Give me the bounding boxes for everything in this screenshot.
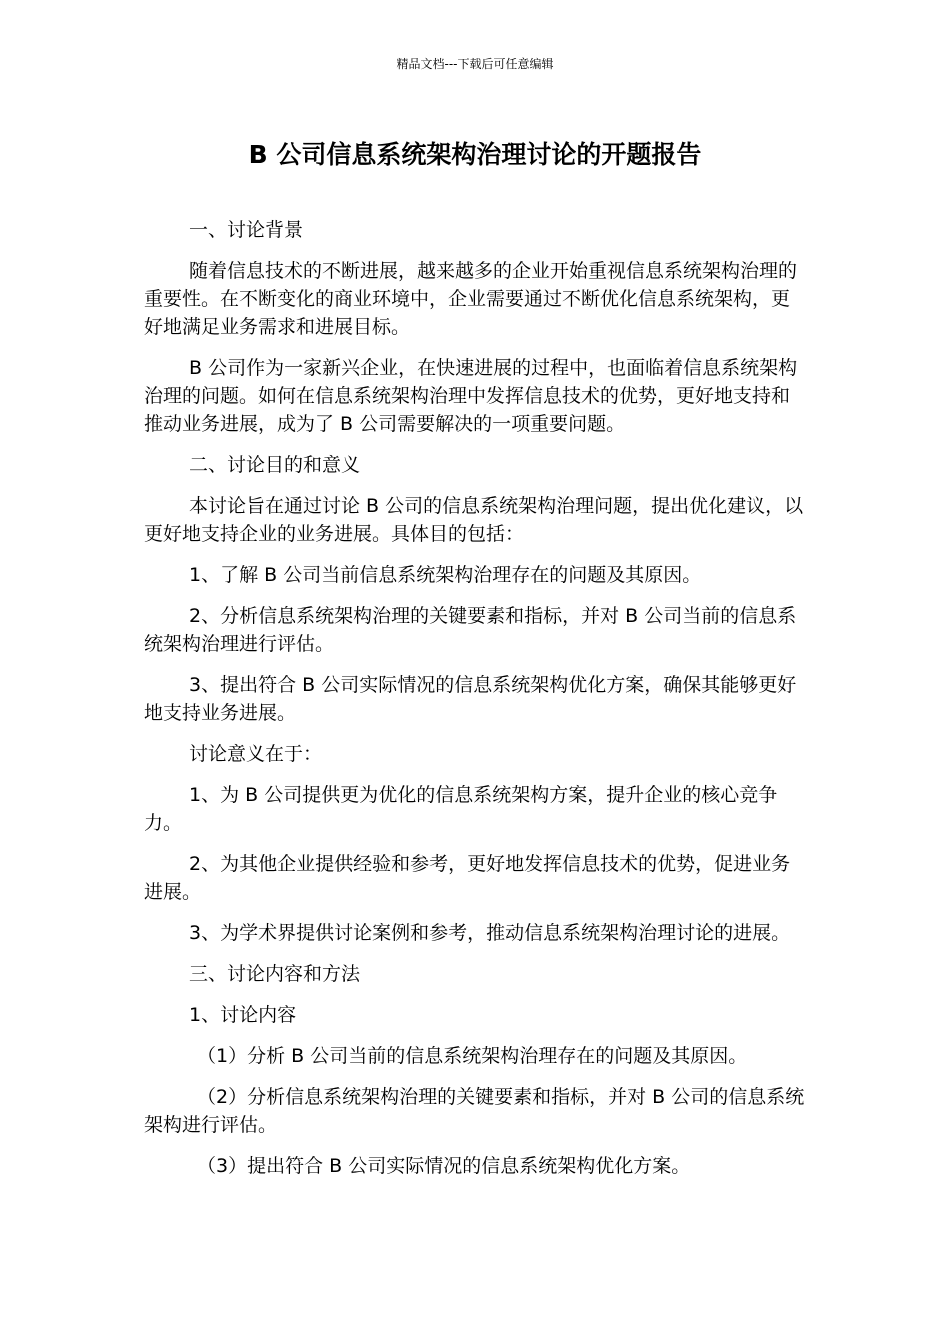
list-item-purpose-3: 3、提出符合 B 公司实际情况的信息系统架构优化方案，确保其能够更好地支持业务进展。: [144, 674, 797, 724]
paragraph-background-2: B 公司作为一家新兴企业，在快速进展的过程中，也面临着信息系统架构治理的问题。如何在信息系统架构治理中发挥信息技术的优势，更好地支持和推动业务进展，成为了 B 公司需要解决的一项重要问题。: [144, 357, 798, 435]
list-item-significance-1: 1、为 B 公司提供更为优化的信息系统架构方案，提升企业的核心竞争力。: [144, 784, 778, 834]
list-item-content-1: （1）分析 B 公司当前的信息系统架构治理存在的问题及其原因。: [197, 1045, 748, 1067]
subsection-heading-content: 1、讨论内容: [189, 1004, 297, 1026]
list-item-purpose-2: 2、分析信息系统架构治理的关键要素和指标，并对 B 公司当前的信息系统架构治理进行评估。: [144, 605, 797, 655]
list-item-significance-2: 2、为其他企业提供经验和参考，更好地发挥信息技术的优势，促进业务进展。: [144, 853, 791, 903]
page-header: 精品文档---下载后可任意编辑: [396, 57, 554, 71]
paragraph-background-1: 随着信息技术的不断进展，越来越多的企业开始重视信息系统架构治理的重要性。在不断变化的商业环境中，企业需要通过不断优化信息系统架构，更好地满足业务需求和进展目标。: [144, 260, 798, 338]
paragraph-purpose-intro: 本讨论旨在通过讨论 B 公司的信息系统架构治理问题，提出优化建议，以更好地支持企业的业务进展。具体目的包括：: [144, 495, 804, 545]
list-item-significance-3: 3、为学术界提供讨论案例和参考，推动信息系统架构治理讨论的进展。: [189, 922, 791, 944]
list-item-purpose-1: 1、了解 B 公司当前信息系统架构治理存在的问题及其原因。: [189, 564, 702, 586]
section-heading-background: 一、讨论背景: [189, 219, 304, 241]
section-heading-content-method: 三、讨论内容和方法: [189, 963, 361, 985]
paragraph-significance-intro: 讨论意义在于：: [189, 743, 323, 765]
section-heading-purpose: 二、讨论目的和意义: [189, 454, 361, 476]
list-item-content-2: （2）分析信息系统架构治理的关键要素和指标，并对 B 公司的信息系统架构进行评估。: [144, 1086, 805, 1136]
document-title: B 公司信息系统架构治理讨论的开题报告: [248, 140, 702, 169]
list-item-content-3: （3）提出符合 B 公司实际情况的信息系统架构优化方案。: [197, 1155, 691, 1177]
document-body: [144, 216, 808, 1193]
